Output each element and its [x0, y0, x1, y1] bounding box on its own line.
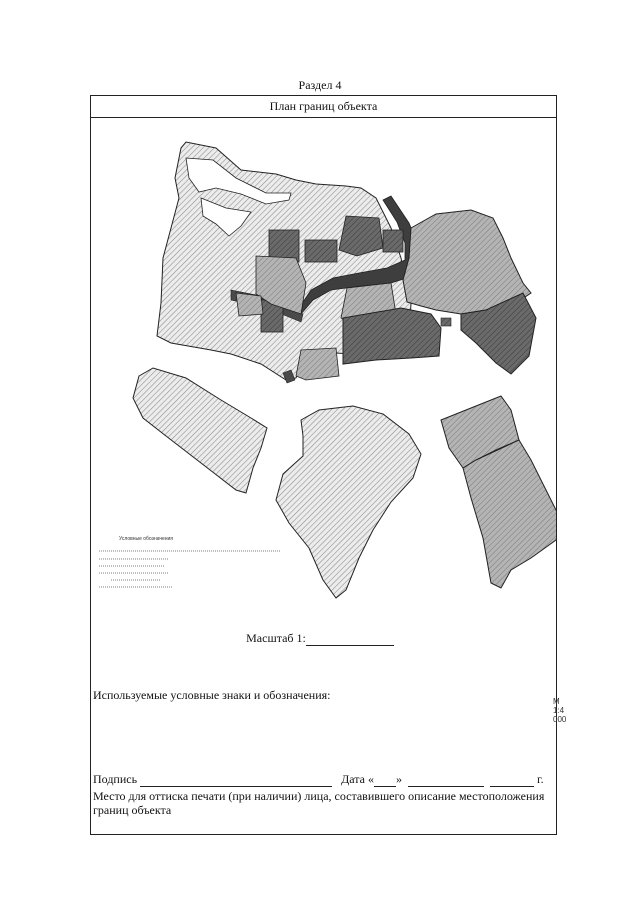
boundary-plan-frame [90, 95, 567, 835]
legend-title: Условные обозначения [119, 536, 174, 542]
map-canvas [91, 118, 556, 623]
scale-input-line[interactable] [306, 633, 394, 646]
section-title: Раздел 4 [298, 78, 342, 92]
map-legend [99, 536, 281, 587]
frame-header: План границ объекта [91, 96, 556, 118]
parcel-southwest [133, 368, 267, 493]
parcel-dark-5 [383, 230, 403, 252]
date-year-line[interactable] [490, 774, 534, 787]
parcel-south-central [276, 406, 421, 598]
date-day-line[interactable] [374, 774, 396, 787]
conventions-label: Используемые условные знаки и обозначения: [93, 688, 331, 702]
date-label: Дата « [341, 772, 374, 786]
signature-input-line[interactable] [140, 774, 332, 787]
parcel-mid-4 [296, 348, 339, 380]
date-month-line[interactable] [408, 774, 484, 787]
scale-label: Масштаб 1: [246, 631, 306, 645]
map-scale-label: М 1:4 000 [553, 697, 567, 724]
date-close: » [396, 772, 402, 786]
stamp-place-text: Место для оттиска печати (при наличии) лица, составившего описание местоположения границ объекта [93, 789, 545, 817]
year-suffix: г. [537, 772, 544, 786]
parcel-mid-2 [236, 293, 263, 316]
signature-label: Подпись [93, 772, 138, 786]
parcel-dark-2 [339, 216, 383, 256]
scale-field [0, 631, 640, 646]
parcel-east-small [441, 318, 451, 326]
parcel-dark-3 [305, 240, 337, 262]
boundary-map [91, 118, 556, 623]
parcel-dark-south [343, 308, 441, 364]
parcel-southeast-south [463, 440, 556, 588]
signature-line [93, 772, 544, 787]
